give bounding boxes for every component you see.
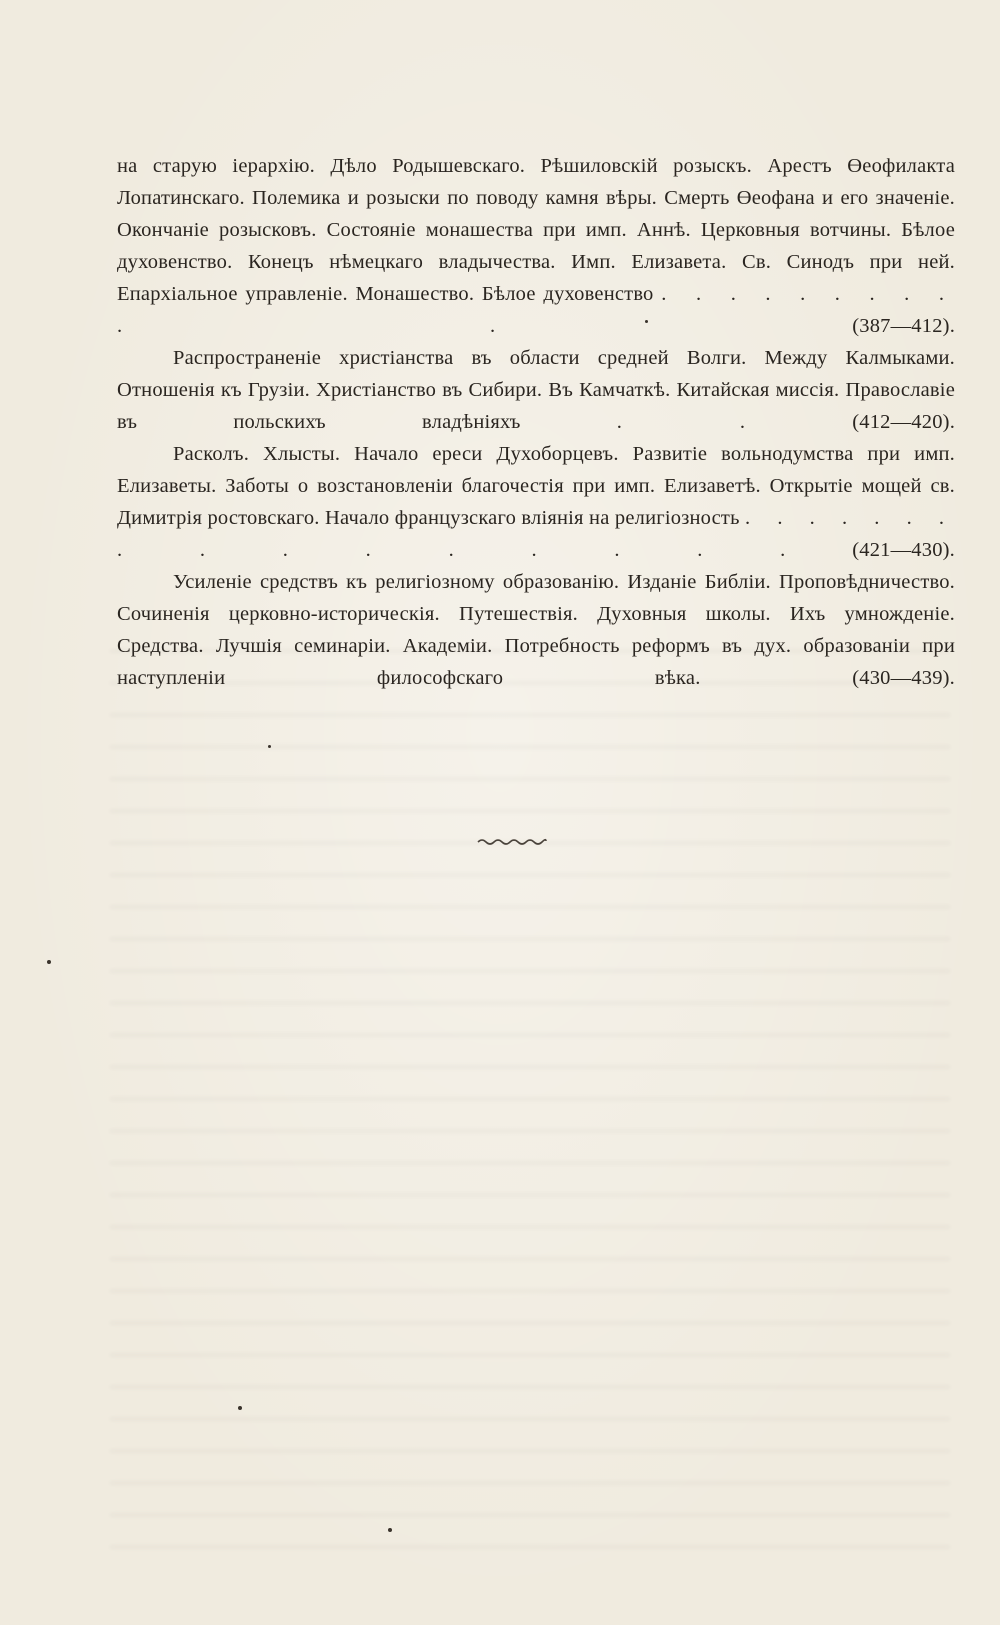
toc-entry-church-administration <box>117 150 955 342</box>
toc-entry-text: на старую іерархію. Дѣло Родышевскаго. Рѣшиловскій розыскъ. Арестъ Өеофилакта Лопатинскаго. Полемика и розыски по поводу камня вѣры. Смерть Өеофана и его значеніе. Окончаніе розысковъ. Состояніе монашества при имп. Аннѣ. Церковныя вотчины. Бѣлое духовенство. Конецъ нѣмецкаго владычества. Имп. Елизавета. Св. Синодъ при ней. Епархіальное управленіе. Монашество. Бѣлое духовенство <box>117 155 955 305</box>
wavy-ornament <box>476 836 548 846</box>
table-of-contents-block <box>117 150 955 694</box>
dot-leader: . . . . . . . . . . . . . . . . <box>117 507 956 561</box>
toc-entry-spread-of-christianity <box>117 342 955 438</box>
page-range: (412—420). <box>852 411 956 433</box>
bleed-through-text <box>110 650 950 1570</box>
ink-speck <box>645 320 648 323</box>
page-range: (430—439). <box>852 667 955 689</box>
ink-speck <box>238 1406 242 1410</box>
dot-leader: . . . . . . . . . . . <box>117 283 955 337</box>
page-range: (421—430). <box>852 539 955 561</box>
page-range: (387—412). <box>852 315 956 337</box>
toc-entry-religious-education <box>117 566 955 694</box>
ink-speck <box>268 745 271 748</box>
toc-entry-text: Расколъ. Хлысты. Начало ереси Духоборцевъ. Развитіе вольнодумства при имп. Елизаветы. Заботы о возстановленіи благочестія при имп. Елизаветѣ. Открытіе мощей св. Димитрія ростовскаго. Начало французскаго вліянія на религіозность <box>117 443 955 529</box>
toc-entry-text: Усиленіе средствъ къ религіозному образованію. Изданіе Библіи. Проповѣдничество. Сочиненія церковно-историческія. Путешествія. Духовныя школы. Ихъ умножденіе. Средства. Лучшія семинаріи. Академіи. Потребность реформъ въ дух. образованіи при наступленіи философскаго вѣка. <box>117 571 955 689</box>
ink-speck <box>47 960 51 964</box>
toc-entry-schism <box>117 438 955 566</box>
dot-leader: . . <box>616 411 756 433</box>
toc-entry-text: Распространеніе христіанства въ области средней Волги. Между Калмыками. Отношенія къ Грузіи. Христіанство въ Сибири. Въ Камчаткѣ. Китайская миссія. Православіе въ польскихъ владѣніяхъ <box>117 347 955 433</box>
ink-speck <box>388 1528 392 1532</box>
